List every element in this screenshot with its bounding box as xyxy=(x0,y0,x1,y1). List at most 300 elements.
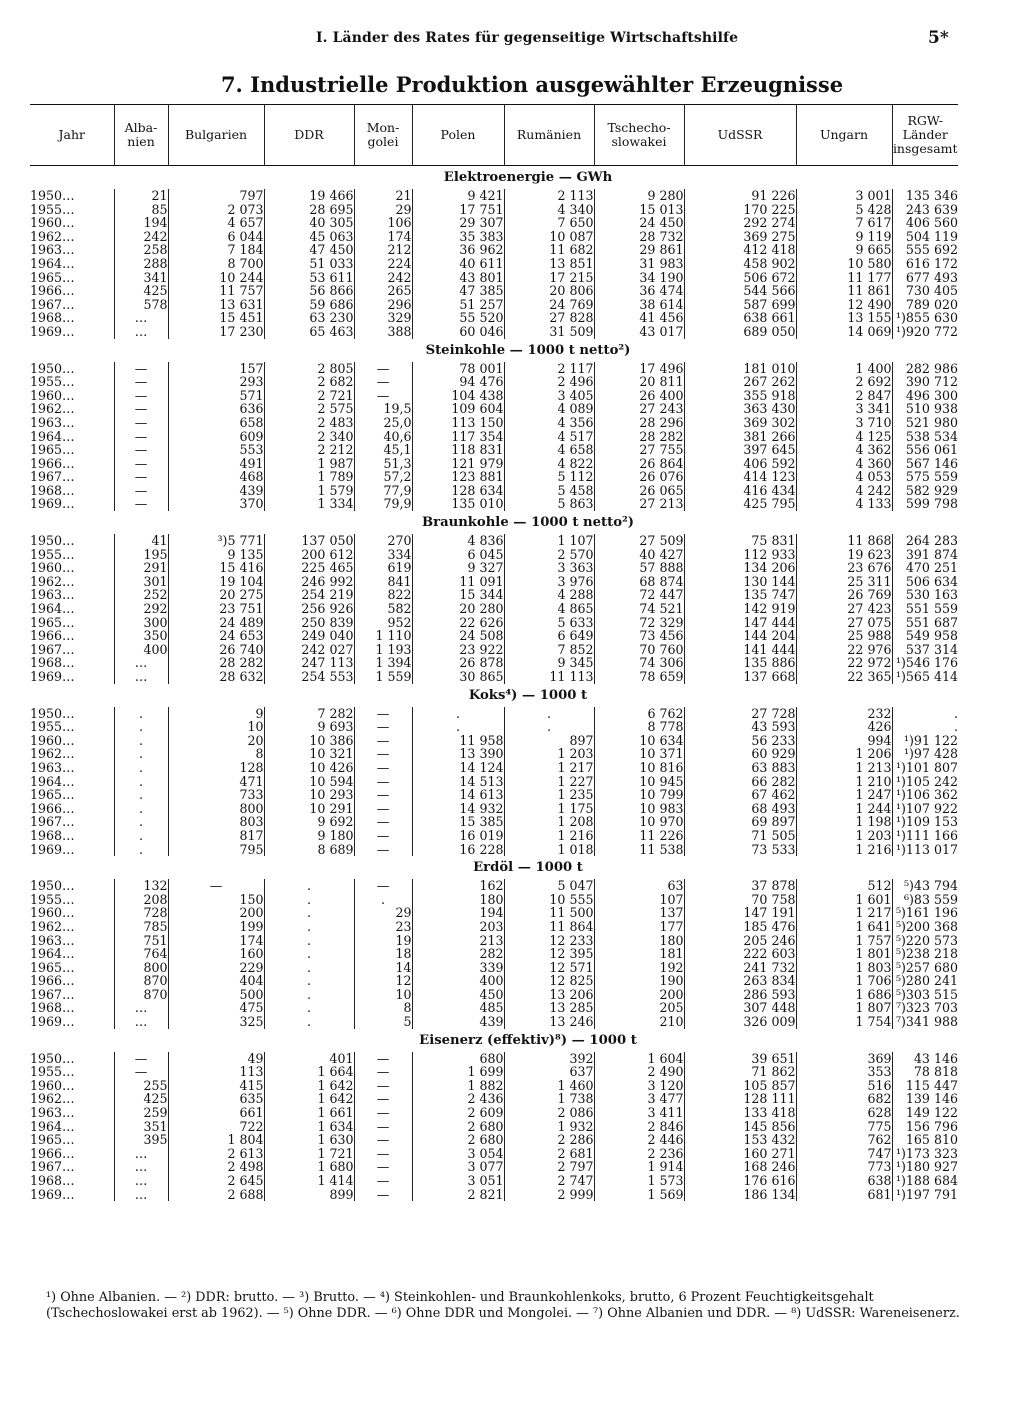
table-row xyxy=(30,1147,958,1161)
value-cell: 135 886 xyxy=(684,656,796,670)
value-cell: 71 862 xyxy=(684,1065,796,1079)
value-cell: 406 560 xyxy=(892,216,958,230)
table-row xyxy=(30,988,958,1002)
year-cell: 1969… xyxy=(30,1014,75,1030)
value-cell: . xyxy=(264,947,354,961)
value-cell: 512 xyxy=(796,879,892,893)
value-cell: 1 634 xyxy=(264,1120,354,1134)
table-title xyxy=(0,72,1024,97)
value-cell: ¹)546 176 xyxy=(892,656,958,670)
value-cell: 785 xyxy=(114,920,168,934)
value-cell: 118 831 xyxy=(412,443,504,457)
value-cell: 65 463 xyxy=(264,325,354,339)
value-cell: … xyxy=(114,656,168,670)
value-cell: 141 444 xyxy=(684,643,796,657)
value-cell: 267 262 xyxy=(684,375,796,389)
table-row xyxy=(30,670,958,684)
value-cell: 128 634 xyxy=(412,484,504,498)
value-cell: . xyxy=(892,707,958,721)
value-cell: 341 xyxy=(114,271,168,285)
value-cell: 582 929 xyxy=(892,484,958,498)
value-cell: 24 508 xyxy=(412,629,504,643)
value-cell: 381 266 xyxy=(684,430,796,444)
value-cell: 1 803 xyxy=(796,961,892,975)
value-cell: — xyxy=(114,375,168,389)
value-cell: 19,5 xyxy=(354,402,412,416)
value-cell: 79,9 xyxy=(354,497,412,511)
value-cell: 2 797 xyxy=(504,1160,594,1174)
table-row xyxy=(30,616,958,630)
year-cell: 1966… xyxy=(30,455,75,471)
value-cell: 63 xyxy=(594,879,684,893)
value-cell: 107 xyxy=(594,893,684,907)
value-cell: 247 113 xyxy=(264,656,354,670)
year-cell: 1965… xyxy=(30,787,75,803)
footnotes: ¹) Ohne Albanien. — ²) DDR: brutto. — ³) Brutto. — ⁴) Steinkohlen- und Braunkohlenkoks, brutto, 6 Prozent Feuchtigkeitsgehalt (Tschechoslowakei erst ab 1962). — ⁵) Ohne DDR. — ⁶) Ohne DDR und Mongolei. — ⁷) Ohne Albanien und DDR. — ⁸) UdSSR: Wareneisenerz. xyxy=(46,1290,960,1321)
value-cell: 288 xyxy=(114,257,168,271)
value-cell: . xyxy=(264,988,354,1002)
value-cell: 3 710 xyxy=(796,416,892,430)
value-cell: 75 831 xyxy=(684,534,796,548)
value-cell: . xyxy=(412,707,504,721)
year-cell: 1965… xyxy=(30,959,75,975)
value-cell: 1 208 xyxy=(504,815,594,829)
value-cell: . xyxy=(114,802,168,816)
value-cell: 2 688 xyxy=(168,1188,264,1202)
year-cell: 1968… xyxy=(30,482,75,498)
value-cell: 14 069 xyxy=(796,325,892,339)
year-cell: 1963… xyxy=(30,242,75,258)
table-row xyxy=(30,643,958,657)
value-cell: — xyxy=(354,1052,412,1066)
value-cell: 795 xyxy=(168,843,264,857)
value-cell: 426 xyxy=(796,720,892,734)
value-cell: 241 732 xyxy=(684,961,796,975)
year-cell: 1950… xyxy=(30,188,75,203)
value-cell: 51,3 xyxy=(354,457,412,471)
value-cell: 5 458 xyxy=(504,484,594,498)
value-cell: 1 018 xyxy=(504,843,594,857)
year-cell: 1969… xyxy=(30,323,75,339)
value-cell: 12 233 xyxy=(504,934,594,948)
value-cell: 28 296 xyxy=(594,416,684,430)
value-cell: ⁶)83 559 xyxy=(892,893,958,907)
value-cell: 259 xyxy=(114,1106,168,1120)
table-row xyxy=(30,389,958,403)
value-cell: 24 653 xyxy=(168,629,264,643)
value-cell: 485 xyxy=(412,1001,504,1015)
value-cell: . xyxy=(264,906,354,920)
value-cell: 425 xyxy=(114,284,168,298)
value-cell: 160 271 xyxy=(684,1147,796,1161)
value-cell: 425 xyxy=(114,1092,168,1106)
year-cell: 1960… xyxy=(30,560,75,576)
value-cell: 2 113 xyxy=(504,189,594,203)
value-cell: — xyxy=(354,1092,412,1106)
value-cell: 195 xyxy=(114,548,168,562)
value-cell: — xyxy=(354,1079,412,1093)
value-cell: 12 395 xyxy=(504,947,594,961)
value-cell: 1 203 xyxy=(796,829,892,843)
year-cell: 1963… xyxy=(30,1105,75,1121)
value-cell: ¹)107 922 xyxy=(892,802,958,816)
value-cell: 1 175 xyxy=(504,802,594,816)
value-cell: 551 559 xyxy=(892,602,958,616)
year-cell: 1955… xyxy=(30,546,75,562)
table-row xyxy=(30,325,958,339)
value-cell: 210 xyxy=(594,1015,684,1029)
value-cell: 510 938 xyxy=(892,402,958,416)
value-cell: 11 500 xyxy=(504,906,594,920)
year-cell: 1965… xyxy=(30,614,75,630)
value-cell: 537 314 xyxy=(892,643,958,657)
value-cell: 2 747 xyxy=(504,1174,594,1188)
value-cell: . xyxy=(114,775,168,789)
value-cell: 28 632 xyxy=(168,670,264,684)
value-cell: ¹)173 323 xyxy=(892,1147,958,1161)
value-cell: 1 804 xyxy=(168,1133,264,1147)
value-cell: 4 089 xyxy=(504,402,594,416)
value-cell: 9 327 xyxy=(412,561,504,575)
table-row xyxy=(30,947,958,961)
value-cell: 10 945 xyxy=(594,775,684,789)
value-cell: 764 xyxy=(114,947,168,961)
table-row xyxy=(30,311,958,325)
value-cell: 1 216 xyxy=(504,829,594,843)
value-cell: 1 414 xyxy=(264,1174,354,1188)
value-cell: 10 087 xyxy=(504,230,594,244)
value-cell: 200 xyxy=(168,906,264,920)
value-cell: 29 xyxy=(354,203,412,217)
value-cell: 26 400 xyxy=(594,389,684,403)
value-cell: 53 611 xyxy=(264,271,354,285)
table-row xyxy=(30,707,958,721)
value-cell: 19 104 xyxy=(168,575,264,589)
table-title-text: 7. Industrielle Produktion ausgewählter Erzeugnisse xyxy=(220,72,844,97)
value-cell: 176 616 xyxy=(684,1174,796,1188)
value-cell: — xyxy=(354,375,412,389)
value-cell: — xyxy=(114,430,168,444)
value-cell: 115 447 xyxy=(892,1079,958,1093)
value-cell: 70 758 xyxy=(684,893,796,907)
value-cell: 571 xyxy=(168,389,264,403)
table-row xyxy=(30,656,958,670)
value-cell: 789 020 xyxy=(892,298,958,312)
value-cell: 325 xyxy=(168,1015,264,1029)
value-cell: 47 385 xyxy=(412,284,504,298)
value-cell: 470 251 xyxy=(892,561,958,575)
value-cell: 11 757 xyxy=(168,284,264,298)
value-cell: — xyxy=(114,497,168,511)
value-cell: 10 386 xyxy=(264,734,354,748)
col-header-mongolei: Mon- golei xyxy=(354,105,412,166)
value-cell: 9 421 xyxy=(412,189,504,203)
value-cell: . xyxy=(264,879,354,893)
value-cell: 401 xyxy=(264,1052,354,1066)
table-row xyxy=(30,1092,958,1106)
value-cell: 246 992 xyxy=(264,575,354,589)
value-cell: 73 533 xyxy=(684,843,796,857)
value-cell: 733 xyxy=(168,788,264,802)
value-cell: 406 592 xyxy=(684,457,796,471)
value-cell: 15 385 xyxy=(412,815,504,829)
value-cell: 291 xyxy=(114,561,168,575)
value-cell: 1 914 xyxy=(594,1160,684,1174)
value-cell: 728 xyxy=(114,906,168,920)
year-cell: 1967… xyxy=(30,641,75,657)
value-cell: 12 xyxy=(354,974,412,988)
year-cell: 1962… xyxy=(30,401,75,417)
value-cell: 213 xyxy=(412,934,504,948)
value-cell: 157 xyxy=(168,362,264,376)
table-body xyxy=(30,166,958,1202)
value-cell: 1 604 xyxy=(594,1052,684,1066)
value-cell: 16 019 xyxy=(412,829,504,843)
value-cell: 689 050 xyxy=(684,325,796,339)
value-cell: 17 215 xyxy=(504,271,594,285)
value-cell: . xyxy=(892,720,958,734)
value-cell: 4 517 xyxy=(504,430,594,444)
value-cell: . xyxy=(264,934,354,948)
value-cell: 329 xyxy=(354,311,412,325)
value-cell: 28 282 xyxy=(168,656,264,670)
year-cell: 1950… xyxy=(30,878,75,894)
value-cell: 1 217 xyxy=(504,761,594,775)
value-cell: 9 345 xyxy=(504,656,594,670)
value-cell: 265 xyxy=(354,284,412,298)
value-cell: 4 822 xyxy=(504,457,594,471)
value-cell: 1 686 xyxy=(796,988,892,1002)
value-cell: 135 010 xyxy=(412,497,504,511)
value-cell: 350 xyxy=(114,629,168,643)
year-cell: 1964… xyxy=(30,1118,75,1134)
value-cell: 11 538 xyxy=(594,843,684,857)
value-cell: 822 xyxy=(354,588,412,602)
value-cell: . xyxy=(504,707,594,721)
value-cell: … xyxy=(114,1001,168,1015)
col-header-rgw-total: RGW- Länder insgesamt xyxy=(892,105,958,166)
year-cell: 1965… xyxy=(30,442,75,458)
value-cell: 200 612 xyxy=(264,548,354,562)
value-cell: 55 520 xyxy=(412,311,504,325)
value-cell: 4 865 xyxy=(504,602,594,616)
value-cell: — xyxy=(354,1147,412,1161)
value-cell: 8 xyxy=(168,747,264,761)
table-row xyxy=(30,416,958,430)
year-cell: 1963… xyxy=(30,414,75,430)
value-cell: . xyxy=(114,734,168,748)
value-cell: ¹)106 362 xyxy=(892,788,958,802)
value-cell: 296 xyxy=(354,298,412,312)
value-cell: 40 427 xyxy=(594,548,684,562)
value-cell: 1 203 xyxy=(504,747,594,761)
value-cell: 104 438 xyxy=(412,389,504,403)
table-row xyxy=(30,906,958,920)
value-cell: 20 806 xyxy=(504,284,594,298)
value-cell: 105 857 xyxy=(684,1079,796,1093)
value-cell: 4 242 xyxy=(796,484,892,498)
value-cell: 2 805 xyxy=(264,362,354,376)
value-cell: 12 571 xyxy=(504,961,594,975)
value-cell: 578 xyxy=(114,298,168,312)
value-cell: 301 xyxy=(114,575,168,589)
value-cell: 26 769 xyxy=(796,588,892,602)
value-cell: 23 922 xyxy=(412,643,504,657)
value-cell: . xyxy=(264,974,354,988)
table-row xyxy=(30,1174,958,1188)
value-cell: 549 958 xyxy=(892,629,958,643)
value-cell: 263 834 xyxy=(684,974,796,988)
value-cell: 18 xyxy=(354,947,412,961)
value-cell: 22 976 xyxy=(796,643,892,657)
value-cell: 870 xyxy=(114,988,168,1002)
table-row xyxy=(30,893,958,907)
year-cell: 1967… xyxy=(30,986,75,1002)
value-cell: 2 483 xyxy=(264,416,354,430)
value-cell: 94 476 xyxy=(412,375,504,389)
year-cell: 1967… xyxy=(30,1159,75,1175)
value-cell: . xyxy=(114,788,168,802)
value-cell: 23 xyxy=(354,920,412,934)
value-cell: 109 604 xyxy=(412,402,504,416)
value-cell: 180 xyxy=(594,934,684,948)
value-cell: . xyxy=(114,761,168,775)
year-cell: 1968… xyxy=(30,310,75,326)
year-cell: 1963… xyxy=(30,932,75,948)
year-cell: 1955… xyxy=(30,201,75,217)
value-cell: 123 881 xyxy=(412,470,504,484)
value-cell: . xyxy=(114,747,168,761)
value-cell: 10 293 xyxy=(264,788,354,802)
value-cell: 24 450 xyxy=(594,216,684,230)
year-cell: 1969… xyxy=(30,1186,75,1202)
value-cell: 2 073 xyxy=(168,203,264,217)
value-cell: 355 918 xyxy=(684,389,796,403)
value-cell: 168 246 xyxy=(684,1160,796,1174)
value-cell: 4 288 xyxy=(504,588,594,602)
value-cell: 2 692 xyxy=(796,375,892,389)
value-cell: 2 496 xyxy=(504,375,594,389)
value-cell: 637 xyxy=(504,1065,594,1079)
value-cell: 27 075 xyxy=(796,616,892,630)
value-cell: 458 902 xyxy=(684,257,796,271)
page-number: 5* xyxy=(928,28,949,48)
value-cell: 722 xyxy=(168,1120,264,1134)
value-cell: 773 xyxy=(796,1160,892,1174)
value-cell: 13 246 xyxy=(504,1015,594,1029)
value-cell: 137 668 xyxy=(684,670,796,684)
value-cell: 2 847 xyxy=(796,389,892,403)
value-cell: ¹)91 122 xyxy=(892,734,958,748)
value-cell: 5 428 xyxy=(796,203,892,217)
value-cell: 27 243 xyxy=(594,402,684,416)
value-cell: 2 236 xyxy=(594,1147,684,1161)
value-cell: 29 xyxy=(354,906,412,920)
value-cell: 7 617 xyxy=(796,216,892,230)
value-cell: 747 xyxy=(796,1147,892,1161)
value-cell: 6 649 xyxy=(504,629,594,643)
value-cell: 41 456 xyxy=(594,311,684,325)
value-cell: 4 362 xyxy=(796,443,892,457)
value-cell: 13 851 xyxy=(504,257,594,271)
value-cell: 165 810 xyxy=(892,1133,958,1147)
year-cell: 1966… xyxy=(30,973,75,989)
value-cell: 390 712 xyxy=(892,375,958,389)
value-cell: 575 559 xyxy=(892,470,958,484)
value-cell: 11 091 xyxy=(412,575,504,589)
value-cell: 14 xyxy=(354,961,412,975)
value-cell: 85 xyxy=(114,203,168,217)
value-cell: 2 645 xyxy=(168,1174,264,1188)
value-cell: 10 426 xyxy=(264,761,354,775)
value-cell: 27 728 xyxy=(684,707,796,721)
value-cell: 43 801 xyxy=(412,271,504,285)
value-cell: 208 xyxy=(114,893,168,907)
col-header-polen: Polen xyxy=(412,105,504,166)
table-row xyxy=(30,629,958,643)
value-cell: 68 874 xyxy=(594,575,684,589)
value-cell: 2 682 xyxy=(264,375,354,389)
table-row xyxy=(30,1065,958,1079)
value-cell: 1 247 xyxy=(796,788,892,802)
value-cell: 1 217 xyxy=(796,906,892,920)
value-cell: ¹)180 927 xyxy=(892,1160,958,1174)
value-cell: — xyxy=(354,775,412,789)
value-cell: — xyxy=(114,402,168,416)
value-cell: 14 613 xyxy=(412,788,504,802)
value-cell: 70 760 xyxy=(594,643,684,657)
value-cell: 28 695 xyxy=(264,203,354,217)
table-row xyxy=(30,1120,958,1134)
value-cell: 242 xyxy=(114,230,168,244)
value-cell: 23 676 xyxy=(796,561,892,575)
value-cell: 530 163 xyxy=(892,588,958,602)
value-cell: 681 xyxy=(796,1188,892,1202)
value-cell: 1 699 xyxy=(412,1065,504,1079)
value-cell: 4 360 xyxy=(796,457,892,471)
value-cell: 9 693 xyxy=(264,720,354,734)
value-cell: 13 390 xyxy=(412,747,504,761)
table-row xyxy=(30,430,958,444)
value-cell: . xyxy=(354,893,412,907)
year-cell: 1964… xyxy=(30,255,75,271)
value-cell: 36 474 xyxy=(594,284,684,298)
value-cell: — xyxy=(354,1174,412,1188)
value-cell: 416 434 xyxy=(684,484,796,498)
value-cell: 293 xyxy=(168,375,264,389)
value-cell: 24 769 xyxy=(504,298,594,312)
value-cell: 256 926 xyxy=(264,602,354,616)
value-cell: 72 447 xyxy=(594,588,684,602)
value-cell: 11 958 xyxy=(412,734,504,748)
value-cell: 5 xyxy=(354,1015,412,1029)
value-cell: 68 493 xyxy=(684,802,796,816)
col-header-year: Jahr xyxy=(58,127,85,142)
value-cell: 147 444 xyxy=(684,616,796,630)
value-cell: 45 063 xyxy=(264,230,354,244)
table-row xyxy=(30,602,958,616)
value-cell: … xyxy=(114,311,168,325)
value-cell: 170 225 xyxy=(684,203,796,217)
value-cell: 2 846 xyxy=(594,1120,684,1134)
value-cell: 392 xyxy=(504,1052,594,1066)
table-row xyxy=(30,561,958,575)
table-row xyxy=(30,920,958,934)
value-cell: 2 999 xyxy=(504,1188,594,1202)
value-cell: 26 076 xyxy=(594,470,684,484)
col-header-albanien: Alba- nien xyxy=(114,105,168,166)
value-cell: 10 xyxy=(168,720,264,734)
